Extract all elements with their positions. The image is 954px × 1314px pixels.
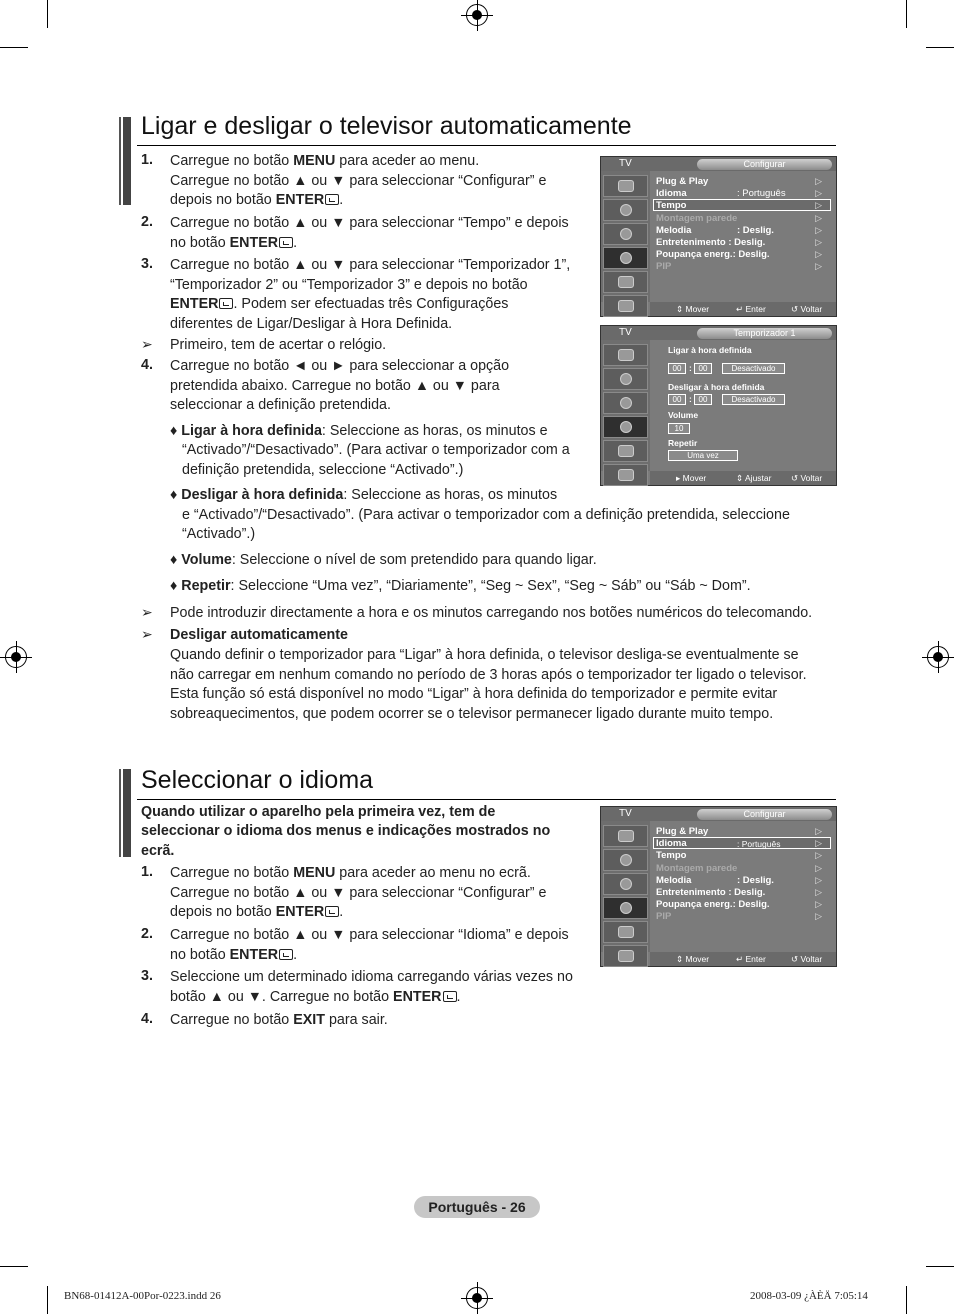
input-icon [603,440,648,462]
note-line: sobreaquecimentos, que podem ocorrer se o televisor permanecer ligado durante muito tempo. [170,706,774,722]
step-line: Carregue no botão EXIT para sair. [170,1012,388,1028]
bullet-line: definição pretendida, seleccione “Activado”.) [182,462,464,478]
intro-line: Quando utilizar o aparelho pela primeira vez, tem de [141,804,496,820]
osd-help-bar: ▸ Mover ⇕ Ajustar ↺ Voltar [650,471,836,485]
note-line: não carregar em nenhum comando no período de 3 horas após o temporizador ter ligado o televisor. [170,667,807,683]
step-number: 1. [141,152,153,168]
channel-icon [603,392,648,414]
note-arrow-icon: ➢ [141,626,153,642]
note-line: Esta função só está disponível no modo “Ligar” à hora definida do temporizador e permite evitar [170,686,778,702]
crop-mark [926,1266,954,1267]
step-line: Carregue no botão ▲ ou ▼ para seleccionar “Tempo” e depois [170,215,569,231]
osd-item: Entretenimento : Deslig. [656,237,766,248]
osd-item: Plug & Play [656,176,709,187]
osd-menu-temporizador: TV Temporizador 1 Ligar à hora definida 00 : 00 Desactivado Desligar à hora definida 00 : 00 Desactivado Volume 10 Repetir Uma vez ▸ Mover ⇕ Ajustar ↺ Voltar [600,325,837,486]
step-number: 4. [141,1011,153,1027]
osd-item: Montagem parede [656,863,738,874]
registration-mark-icon [466,1287,488,1309]
step-number: 3. [141,256,153,272]
crop-mark [47,0,48,28]
osd-item-selected: Tempo [656,200,687,211]
step-line: Carregue no botão MENU para aceder ao menu. [170,153,480,169]
osd-menu-configurar: TV Configurar Plug & Play Idioma : Português Tempo Montagem parede Melodia : Deslig. Entretenimento : Deslig. Poupança energ.: Deslig. PIP ▷ ▷ ▷ ▷ ▷ ▷ ▷ ▷ ⇕ Mover ↵ Enter ↺ Voltar [600,156,837,317]
step-number: 3. [141,968,153,984]
note-arrow-icon: ➢ [141,604,153,620]
intro-line: ecrã. [141,843,175,859]
note-line: Quando definir o temporizador para “Ligar” à hora definida, o televisor desliga-se eventualmente se [170,647,799,663]
bullet-item: ♦ Repetir: Seleccione “Uma vez”, “Diariamente”, “Seg ~ Sex”, “Seg ~ Sáb” ou “Sáb ~ Dom”. [170,578,751,594]
osd-state-field: Desactivado [722,394,785,405]
osd-label: Ligar à hora definida [668,345,752,355]
osd-repeat-field: Uma vez [668,450,738,461]
note-text: Pode introduzir directamente a hora e os minutos carregando nos botões numéricos do telecomando. [170,605,813,621]
crop-mark [47,1286,48,1314]
step-line: seleccionar a definição pretendida. [170,397,391,413]
setup-gear-icon [603,897,648,919]
registration-mark-icon [466,4,488,26]
print-slug-right: 2008-03-09 ¿ÀÈÄ 7:05:14 [750,1290,868,1302]
registration-mark-icon [5,646,27,668]
osd-tv-label: TV [619,808,632,819]
sound-icon [603,199,648,221]
input-icon [603,921,648,943]
step-line: no botão ENTER . [170,235,298,251]
osd-item: Idioma [656,188,687,199]
step-line: depois no botão ENTER . [170,192,344,208]
osd-tv-label: TV [619,327,632,338]
step-line: “Temporizador 2” ou “Temporizador 3” e depois no botão [170,277,528,293]
osd-menu-configurar-idioma: TV Configurar Plug & Play Idioma : Português Tempo Montagem parede Melodia : Deslig. Entretenimento : Deslig. Poupança energ.: Deslig. PIP ▷ ▷ ▷ ▷ ▷ ▷ ▷ ▷ ⇕ Mover ↵ Enter ↺ Voltar [600,806,837,967]
note-title: Desligar automaticamente [170,627,348,643]
osd-item: Poupança energ.: Deslig. [656,899,770,910]
osd-item: Entretenimento : Deslig. [656,887,766,898]
osd-item: Melodia [656,875,692,886]
step-line: Carregue no botão ▲ ou ▼ para seleccionar “Idioma” e depois [170,927,569,943]
osd-help-bar: ⇕ Mover ↵ Enter ↺ Voltar [650,952,836,966]
osd-title: Temporizador 1 [697,328,832,339]
section-bar [117,769,131,857]
input-icon [603,271,648,293]
enter-icon [279,237,293,248]
osd-item: Plug & Play [656,826,709,837]
section-title: Seleccionar o idioma [141,766,374,794]
osd-minute-field: 00 [694,363,712,374]
intro-line: seleccionar o idioma dos menus e indicações mostrados no [141,823,551,839]
section-title: Ligar e desligar o televisor automaticamente [141,112,632,140]
channel-icon [603,223,648,245]
application-icon [603,464,648,486]
picture-icon [603,175,648,197]
step-line: pretendida abaixo. Carregue no botão ▲ ou ▼ para [170,378,500,394]
step-number: 1. [141,864,153,880]
title-rule [137,799,836,800]
osd-volume-field: 10 [668,423,690,434]
step-number: 4. [141,357,153,373]
osd-item: PIP [656,911,672,922]
enter-icon [443,991,457,1002]
osd-help-bar: ⇕ Mover ↵ Enter ↺ Voltar [650,302,836,316]
title-rule [137,145,836,146]
page-footer: Português - 26 [414,1196,540,1218]
bullet-line: “Activado”.) [182,526,256,542]
channel-icon [603,873,648,895]
step-number: 2. [141,926,153,942]
enter-icon [325,194,339,205]
osd-item-value: : Deslig. [737,875,774,886]
osd-tv-label: TV [619,158,632,169]
setup-gear-icon [603,247,648,269]
osd-hour-field: 00 [668,394,686,405]
step-line: Carregue no botão ▲ ou ▼ para seleccionar “Configurar” e [170,885,547,901]
application-icon [603,295,648,317]
crop-mark [906,0,907,28]
osd-sidebar [601,821,650,952]
osd-sidebar [601,171,650,302]
enter-icon [219,298,233,309]
step-line: no botão ENTER . [170,947,298,963]
osd-item-value: : Deslig. [737,225,774,236]
registration-mark-icon [927,646,949,668]
bullet-item: ♦ Ligar à hora definida: Seleccione as horas, os minutos e [170,423,548,439]
osd-sidebar [601,340,650,471]
step-line: botão ▲ ou ▼. Carregue no botão ENTER . [170,989,461,1005]
crop-mark [926,47,954,48]
osd-item: Melodia [656,225,692,236]
bullet-item: ♦ Volume: Seleccione o nível de som pretendido para quando ligar. [170,552,597,568]
osd-minute-field: 00 [694,394,712,405]
picture-icon [603,825,648,847]
enter-icon [325,906,339,917]
osd-item: Tempo [656,850,687,861]
osd-title: Configurar [697,159,832,170]
osd-state-field: Desactivado [722,363,785,374]
osd-item-value: : Português [737,839,781,849]
osd-title: Configurar [697,809,832,820]
osd-item: Montagem parede [656,213,738,224]
step-line: Carregue no botão ▲ ou ▼ para seleccionar “Configurar” e [170,173,547,189]
section-bar [117,117,131,205]
osd-label: Volume [668,410,699,420]
crop-mark [0,1266,28,1267]
crop-mark [906,1286,907,1314]
step-number: 2. [141,214,153,230]
step-line: Carregue no botão ▲ ou ▼ para seleccionar “Temporizador 1”, [170,257,571,273]
bullet-item: ♦ Desligar à hora definida: Seleccione as horas, os minutos [170,487,558,503]
osd-label: Desligar à hora definida [668,382,765,392]
step-line: Carregue no botão MENU para aceder ao menu no ecrã. [170,865,531,881]
osd-label: Repetir [668,438,698,448]
osd-item: Poupança energ.: Deslig. [656,249,770,260]
application-icon [603,945,648,967]
enter-icon [279,949,293,960]
print-slug-left: BN68-01412A-00Por-0223.indd 26 [64,1290,221,1302]
setup-gear-icon [603,416,648,438]
osd-hour-field: 00 [668,363,686,374]
osd-item-value: : Português [737,188,786,199]
step-line: depois no botão ENTER . [170,904,344,920]
sound-icon [603,368,648,390]
note-text: Primeiro, tem de acertar o relógio. [170,337,387,353]
osd-item: PIP [656,261,672,272]
bullet-line: “Activado”/“Desactivado”. (Para activar o temporizador com a [182,442,570,458]
sound-icon [603,849,648,871]
osd-item-selected: Idioma [656,838,687,849]
step-line: diferentes de Ligar/Desligar à Hora Definida. [170,316,453,332]
bullet-line: e “Activado”/“Desactivado”. (Para activar o temporizador com a definição pretendida, seleccione [182,507,790,523]
step-line: Carregue no botão ◄ ou ► para seleccionar a opção [170,358,510,374]
picture-icon [603,344,648,366]
step-line: ENTER . Podem ser efectuadas três Configurações [170,296,509,312]
step-line: Seleccione um determinado idioma carregando várias vezes no [170,969,573,985]
crop-mark [0,47,28,48]
note-arrow-icon: ➢ [141,336,153,352]
